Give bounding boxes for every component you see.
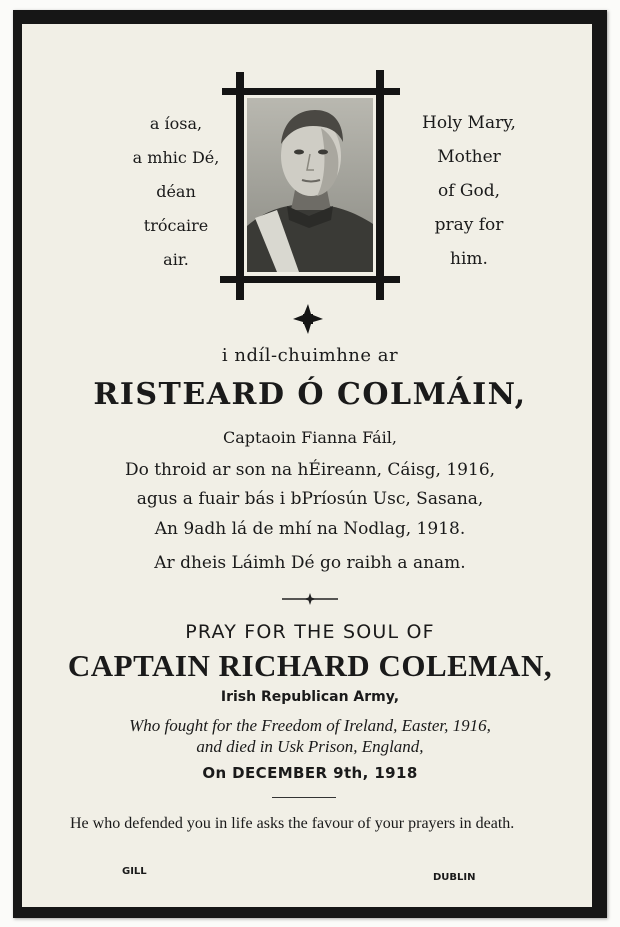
irish-line-3: An 9adh lá de mhí na Nodlag, 1918. <box>154 519 466 539</box>
pray-heading: PRAY FOR THE SOUL OF <box>185 621 435 643</box>
english-prayer <box>408 106 530 276</box>
irish-blessing: Ar dheis Láimh Dé go raibh a anam. <box>154 553 466 573</box>
irish-prayer <box>120 107 232 277</box>
closing-verse: He who defended you in life asks the favour of your prayers in death. <box>70 815 515 832</box>
english-date: On DECEMBER 9th, 1918 <box>202 764 418 782</box>
portrait-image <box>247 98 373 272</box>
english-prayer-line: of God, <box>437 181 501 201</box>
english-prayer-line: Holy Mary, <box>422 113 516 133</box>
irish-in-memory: i ndíl-chuimhne ar <box>221 345 399 366</box>
ornament-divider-icon <box>280 592 340 606</box>
english-prayer-line: him. <box>450 249 488 269</box>
divider-rule <box>272 797 336 798</box>
irish-line-2: agus a fuair bás i bPríosún Usc, Sasana, <box>136 489 484 509</box>
english-died-line: and died in Usk Prison, England, <box>196 737 424 756</box>
irish-prayer-line: a íosa, <box>149 114 203 133</box>
irish-prayer-line: air. <box>163 250 189 269</box>
irish-rank: Captaoin Fianna Fáil, <box>223 428 397 447</box>
irish-prayer-line: déan <box>156 182 196 201</box>
frame-bar-top <box>222 88 400 95</box>
english-prayer-line: pray for <box>434 215 504 235</box>
irish-name: RISTEARD Ó COLMÁIN, <box>93 377 527 412</box>
irish-prayer-line: trócaire <box>143 216 209 235</box>
english-prayer-line: Mother <box>437 147 501 167</box>
irish-line-1: Do throid ar son na hÉireann, Cáisg, 1916, <box>124 460 496 480</box>
english-fought-line: Who fought for the Freedom of Ireland, Easter, 1916, <box>129 716 491 735</box>
frame-bar-right <box>376 70 384 300</box>
irish-prayer-line: a mhic Dé, <box>132 148 220 167</box>
cross-icon <box>292 303 324 335</box>
portrait-photo <box>247 98 373 272</box>
printer-city: DUBLIN <box>433 872 476 883</box>
printer-name: GILL <box>122 866 147 877</box>
english-name: CAPTAIN RICHARD COLEMAN, <box>67 648 553 683</box>
english-army: Irish Republican Army, <box>220 689 400 705</box>
frame-bar-left <box>236 72 244 300</box>
frame-bar-bottom <box>220 276 400 283</box>
